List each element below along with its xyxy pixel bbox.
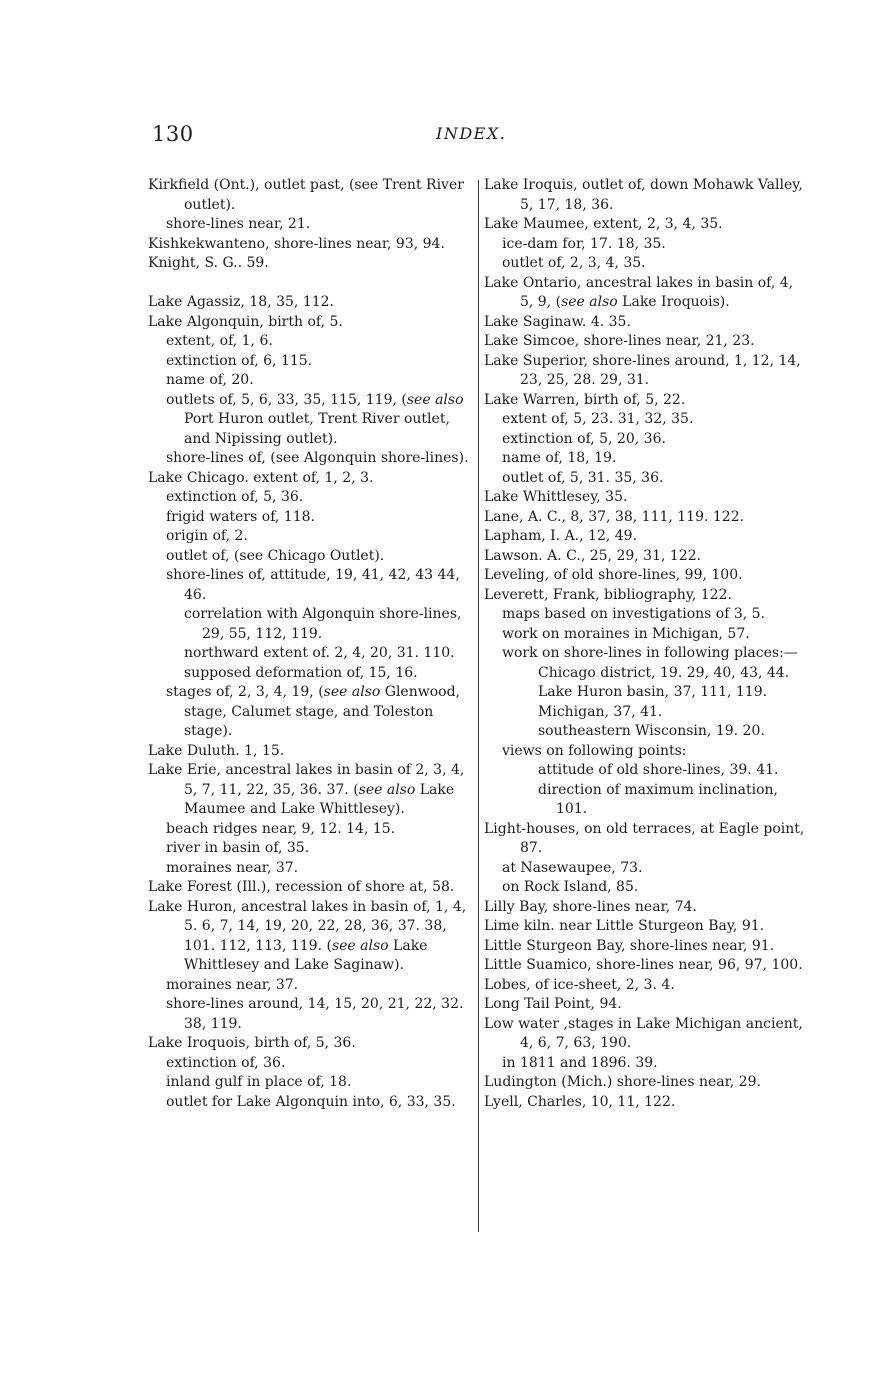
index-subentry: beach ridges near, 9, 12. 14, 15.	[166, 820, 396, 837]
index-entry: Lawson. A. C., 25, 29, 31, 122.	[484, 547, 702, 564]
index-entry: Ludington (Mich.) shore-lines near, 29.	[484, 1074, 761, 1090]
index-subentry: southeastern Wisconsin, 19. 20.	[538, 723, 765, 739]
page-number: 130	[152, 122, 194, 146]
index-entry: Lyell, Charles, 10, 11, 122.	[484, 1093, 676, 1110]
index-subentry: work on shore-lines in following places:—	[502, 645, 798, 661]
index-entry: Leverett, Frank, bibliography, 122.	[484, 586, 732, 603]
index-entry: Lake Agassiz, 18, 35, 112.	[148, 294, 335, 310]
index-entry: Lake Saginaw. 4. 35.	[484, 313, 631, 330]
index-entry: Lake Erie, ancestral lakes in basin of 2, 3, 4, 5, 7, 11, 22, 35, 36. 37. (see also Lake Maumee and Lake Whittlesey).	[148, 762, 465, 817]
index-subentry: origin of, 2.	[166, 528, 248, 544]
index-subentry: outlet of, 5, 31. 35, 36.	[502, 469, 664, 486]
index-subentry: shore-lines of, (see Algonquin shore-lines).	[166, 450, 469, 466]
index-entry: Lane, A. C., 8, 37, 38, 111, 119. 122.	[484, 508, 745, 525]
index-entry: Little Suamico, shore-lines near, 96, 97, 100.	[484, 957, 803, 973]
index-subentry: moraines near, 37.	[166, 859, 299, 876]
index-subentry: extinction of, 5, 36.	[166, 489, 304, 505]
index-subentry: extinction of, 36.	[166, 1054, 286, 1071]
column-divider	[478, 180, 479, 1232]
index-entry: Lake Huron, ancestral lakes in basin of, 1, 4, 5. 6, 7, 14, 19, 20, 22, 28, 36, 37. 38, 101. 112, 113, 119. (see also Lake Whittlesey and Lake Saginaw).	[148, 898, 467, 973]
index-subentry: frigid waters of, 118.	[166, 508, 315, 525]
index-subentry: name of, 18, 19.	[502, 450, 617, 466]
index-subentry: Michigan, 37, 41.	[538, 703, 663, 720]
index-entry: Lake Duluth. 1, 15.	[148, 742, 285, 759]
index-entry: Lake Superior, shore-lines around, 1, 12, 14, 23, 25, 28. 29, 31.	[484, 352, 801, 388]
index-entry: Lapham, I. A., 12, 49.	[484, 528, 638, 544]
index-entry: Lake Whittlesey, 35.	[484, 489, 628, 505]
index-entry: Lake Ontario, ancestral lakes in basin of, 4, 5, 9, (see also Lake Iroquois).	[484, 274, 794, 310]
index-entry: Kirkfield (Ont.), outlet past, (see Trent River outlet).	[148, 177, 464, 213]
index-entry: Lobes, of ice-sheet, 2, 3. 4.	[484, 976, 675, 993]
index-subentry: moraines near, 37.	[166, 976, 299, 993]
index-entry: Lake Simcoe, shore-lines near, 21, 23.	[484, 333, 755, 349]
index-subentry: outlet of, 2, 3, 4, 35.	[502, 255, 646, 271]
index-subentry: shore-lines around, 14, 15, 20, 21, 22, 32. 38, 119.	[166, 996, 464, 1032]
index-entry: Lake Iroquis, outlet of, down Mohawk Valley, 5, 17, 18, 36.	[484, 177, 803, 213]
section-gap	[148, 274, 473, 294]
index-subentry: inland gulf in place of, 18.	[166, 1074, 352, 1090]
index-entry: Little Sturgeon Bay, shore-lines near, 91.	[484, 937, 775, 954]
index-subentry: name of, 20.	[166, 372, 254, 388]
index-subentry: outlet for Lake Algonquin into, 6, 33, 35.	[166, 1093, 456, 1110]
index-entry: Lake Algonquin, birth of, 5.	[148, 313, 343, 330]
index-subentry: correlation with Algonquin shore-lines, 29, 55, 112, 119.	[184, 606, 462, 642]
index-entry: Lime kiln. near Little Sturgeon Bay, 91.	[484, 918, 765, 934]
running-title: INDEX.	[436, 124, 507, 143]
index-subentry: maps based on investigations of 3, 5.	[502, 606, 765, 622]
index-entry: Knight, S. G.. 59.	[148, 255, 269, 271]
index-subentry: extinction of, 6, 115.	[166, 352, 313, 369]
index-subentry: river in basin of, 35.	[166, 840, 310, 856]
index-subentry: supposed deformation of, 15, 16.	[184, 664, 418, 681]
index-column-right	[484, 176, 810, 1112]
index-subentry: northward extent of. 2, 4, 20, 31. 110.	[184, 645, 455, 661]
index-entry: Lake Forest (Ill.), recession of shore at, 58.	[148, 879, 455, 895]
page-header	[0, 122, 882, 152]
index-subentry: Chicago district, 19. 29, 40, 43, 44.	[538, 664, 790, 681]
index-subentry: in 1811 and 1896. 39.	[502, 1054, 658, 1071]
index-entry: Lake Warren, birth of, 5, 22.	[484, 391, 686, 408]
index-entry: Leveling, of old shore-lines, 99, 100.	[484, 567, 743, 583]
index-subentry: on Rock Island, 85.	[502, 879, 639, 895]
index-entry: Lake Chicago. extent of, 1, 2, 3.	[148, 469, 374, 486]
index-subentry: shore-lines of, attitude, 19, 41, 42, 43 44, 46.	[166, 567, 460, 603]
index-subentry: extent, of, 1, 6.	[166, 333, 273, 349]
index-subentry: attitude of old shore-lines, 39. 41.	[538, 762, 779, 778]
index-entry: Kishkekwanteno, shore-lines near, 93, 94.	[148, 235, 445, 252]
index-subentry: direction of maximum inclination, 101.	[538, 781, 778, 817]
index-entry: Light-houses, on old terraces, at Eagle point, 87.	[484, 820, 805, 856]
index-subentry: outlet of, (see Chicago Outlet).	[166, 547, 385, 564]
index-column-left	[148, 176, 473, 1112]
index-subentry: outlets of, 5, 6, 33, 35, 115, 119, (see also Port Huron outlet, Trent River outlet, and Nipissing outlet).	[166, 391, 464, 447]
index-subentry: extent of, 5, 23. 31, 32, 35.	[502, 411, 694, 427]
index-subentry: stages of, 2, 3, 4, 19, (see also Glenwood, stage, Calumet stage, and Toleston stage).	[166, 684, 460, 739]
index-entry: Long Tail Point, 94.	[484, 996, 622, 1012]
index-subentry: views on following points:	[502, 742, 687, 759]
index-subentry: Lake Huron basin, 37, 111, 119.	[538, 684, 768, 700]
index-entry: Lilly Bay, shore-lines near, 74.	[484, 898, 697, 915]
index-subentry: at Nasewaupee, 73.	[502, 859, 643, 876]
index-entry: Lake Iroquois, birth of, 5, 36.	[148, 1035, 356, 1051]
index-subentry: extinction of, 5, 20, 36.	[502, 430, 666, 447]
index-entry: Lake Maumee, extent, 2, 3, 4, 35.	[484, 216, 723, 232]
index-subentry: shore-lines near, 21.	[166, 216, 311, 232]
index-subentry: ice-dam for, 17. 18, 35.	[502, 235, 666, 252]
index-subentry: work on moraines in Michigan, 57.	[502, 625, 750, 642]
index-entry: Low water ,stages in Lake Michigan ancient, 4, 6, 7, 63, 190.	[484, 1015, 803, 1051]
